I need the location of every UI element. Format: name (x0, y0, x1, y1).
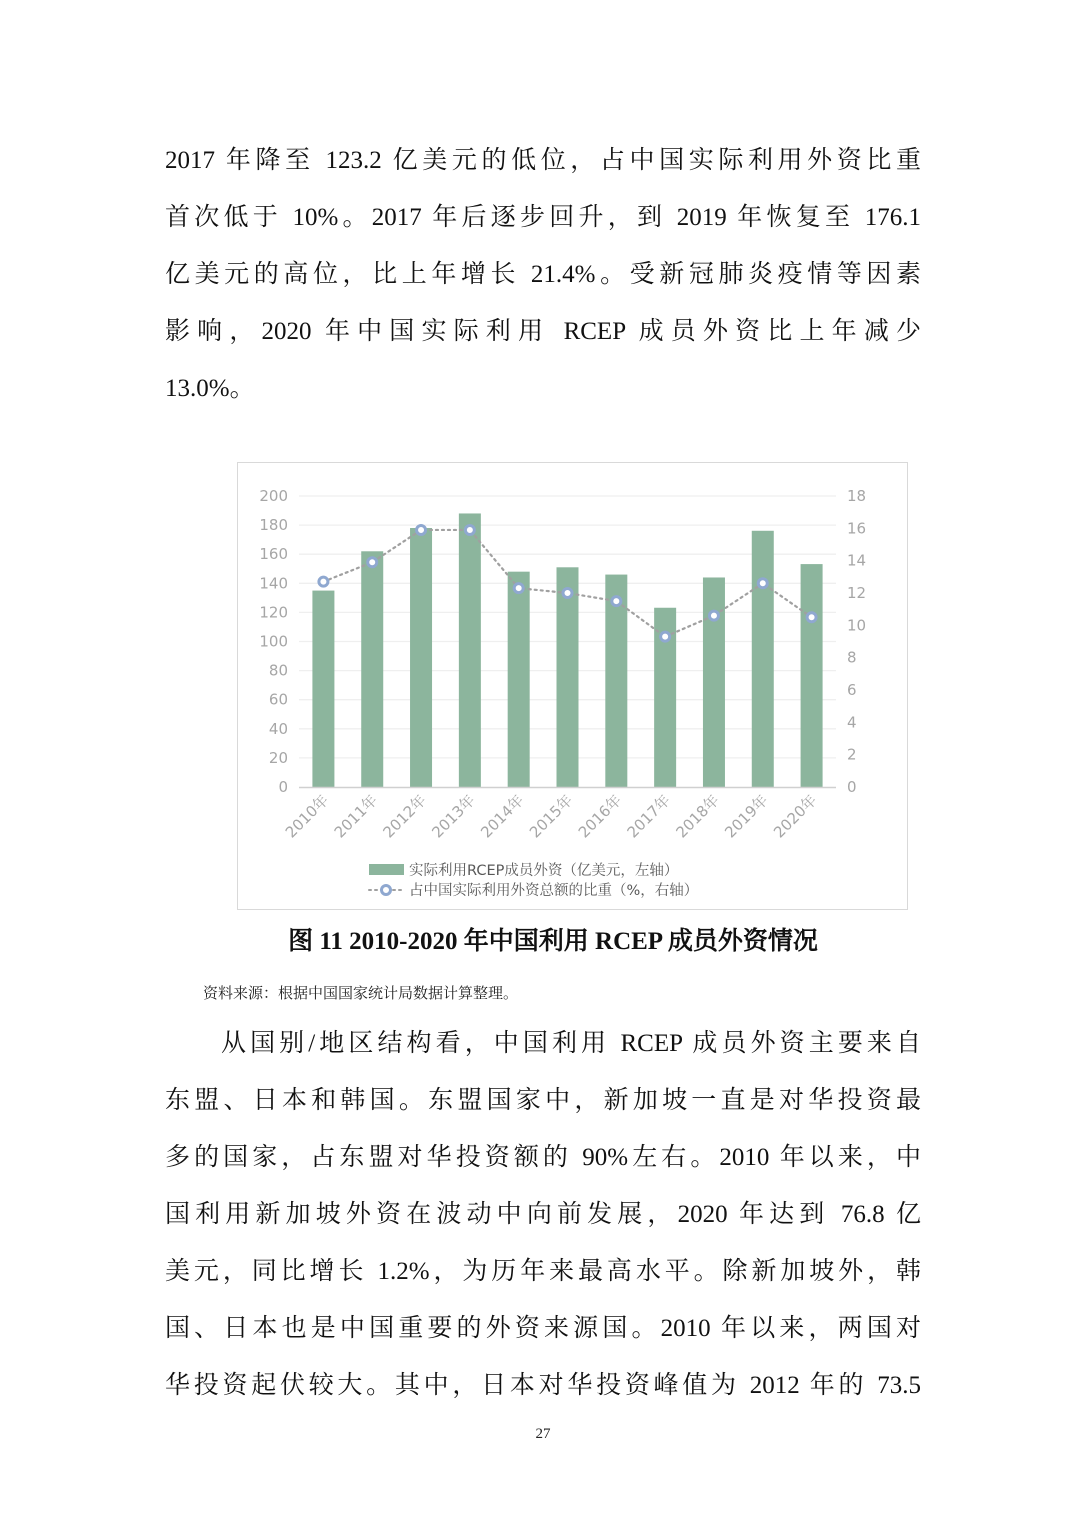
left-axis-tick: 0 (278, 778, 288, 796)
x-axis-tick: 2012年 (379, 791, 430, 842)
right-axis-tick: 2 (847, 745, 857, 764)
left-axis-tick: 160 (259, 545, 288, 564)
line-marker (709, 611, 718, 620)
line-marker (612, 597, 621, 606)
bar (557, 567, 579, 787)
text-line: 亿美元的高位，比上年增长 21.4%。受新冠肺炎疫情等因素 (165, 261, 921, 288)
right-axis-tick: 8 (847, 648, 857, 667)
legend-marker-icon (382, 886, 391, 895)
text-line: 2017 年降至 123.2 亿美元的低位，占中国实际利用外资比重 (165, 147, 921, 174)
right-axis-tick: 10 (847, 616, 867, 635)
line-marker (758, 579, 767, 588)
right-axis-tick: 14 (847, 551, 867, 570)
left-axis-tick: 120 (259, 603, 288, 622)
x-axis-tick: 2018年 (672, 791, 723, 842)
bar (703, 577, 725, 787)
x-axis-tick: 2015年 (525, 791, 577, 842)
legend-bar-swatch (369, 864, 404, 875)
figure-source: 资料来源：根据中国国家统计局数据计算整理。 (203, 984, 519, 1002)
right-axis-tick: 18 (847, 487, 867, 505)
x-axis-tick: 2017年 (623, 791, 674, 842)
bar (752, 531, 774, 787)
line-marker (465, 525, 474, 534)
line-marker (563, 589, 572, 598)
x-axis-tick: 2020年 (770, 791, 821, 842)
bar (410, 528, 432, 787)
combo-chart (238, 463, 909, 911)
left-axis-tick: 140 (259, 574, 288, 593)
line-marker (661, 632, 670, 641)
right-axis-tick: 12 (847, 584, 867, 602)
page-number: 27 (535, 1426, 551, 1442)
text-line: 从国别/地区结构看，中国利用 RCEP 成员外资主要来自 (221, 1030, 921, 1057)
text-line: 国利用新加坡外资在波动中向前发展，2020 年达到 76.8 亿 (165, 1201, 921, 1228)
line-marker (319, 577, 328, 586)
bar (801, 564, 823, 787)
paragraph-1 (165, 132, 921, 417)
right-axis-tick: 16 (847, 519, 867, 538)
bar (361, 551, 383, 787)
right-axis-tick: 0 (847, 778, 857, 796)
legend-bar-label: 实际利用RCEP成员外资（亿美元，左轴） (409, 863, 679, 879)
legend-line-label: 占中国实际利用外资总额的比重（%，右轴） (409, 883, 699, 899)
left-axis-tick: 60 (268, 690, 288, 709)
figure-caption: 图 11 2010-2020 年中国利用 RCEP 成员外资情况 (288, 928, 818, 955)
x-axis-tick: 2010年 (281, 791, 333, 842)
line-marker (514, 584, 523, 593)
x-axis-tick: 2016年 (574, 791, 626, 842)
left-axis-tick: 200 (259, 487, 288, 505)
text-line: 影响，2020 年中国实际利用 RCEP 成员外资比上年减少 (165, 318, 921, 345)
x-axis-tick: 2014年 (477, 791, 528, 842)
left-axis-tick: 40 (268, 719, 288, 738)
x-axis-tick: 2019年 (721, 791, 772, 842)
left-axis-tick: 180 (259, 516, 288, 535)
left-axis-tick: 80 (268, 661, 288, 680)
text-line: 美元，同比增长 1.2%，为历年来最高水平。除新加坡外，韩 (165, 1258, 921, 1285)
text-line: 东盟、日本和韩国。东盟国家中，新加坡一直是对华投资最 (165, 1087, 921, 1114)
right-axis-tick: 4 (847, 713, 857, 732)
line-marker (417, 525, 426, 534)
text-line: 多的国家，占东盟对华投资额的 90%左右。2010 年以来，中 (165, 1144, 921, 1171)
line-marker (368, 558, 377, 567)
bar (312, 591, 334, 787)
bar (459, 513, 481, 787)
line-marker (807, 613, 816, 622)
left-axis-tick: 100 (259, 632, 288, 651)
paragraph-2 (165, 1015, 921, 1414)
text-line: 国、日本也是中国重要的外资来源国。2010 年以来，两国对 (165, 1315, 921, 1342)
left-axis-tick: 20 (268, 748, 288, 767)
text-line: 华投资起伏较大。其中，日本对华投资峰值为 2012 年的 73.5 (165, 1372, 921, 1399)
text-line: 首次低于 10%。2017 年后逐步回升，到 2019 年恢复至 176.1 (165, 204, 921, 231)
x-axis-tick: 2013年 (428, 791, 479, 842)
chart-figure (237, 462, 908, 910)
right-axis-tick: 6 (847, 681, 857, 699)
text-line: 13.0%。 (165, 375, 255, 402)
bar (508, 572, 530, 787)
x-axis-tick: 2011年 (330, 791, 382, 842)
